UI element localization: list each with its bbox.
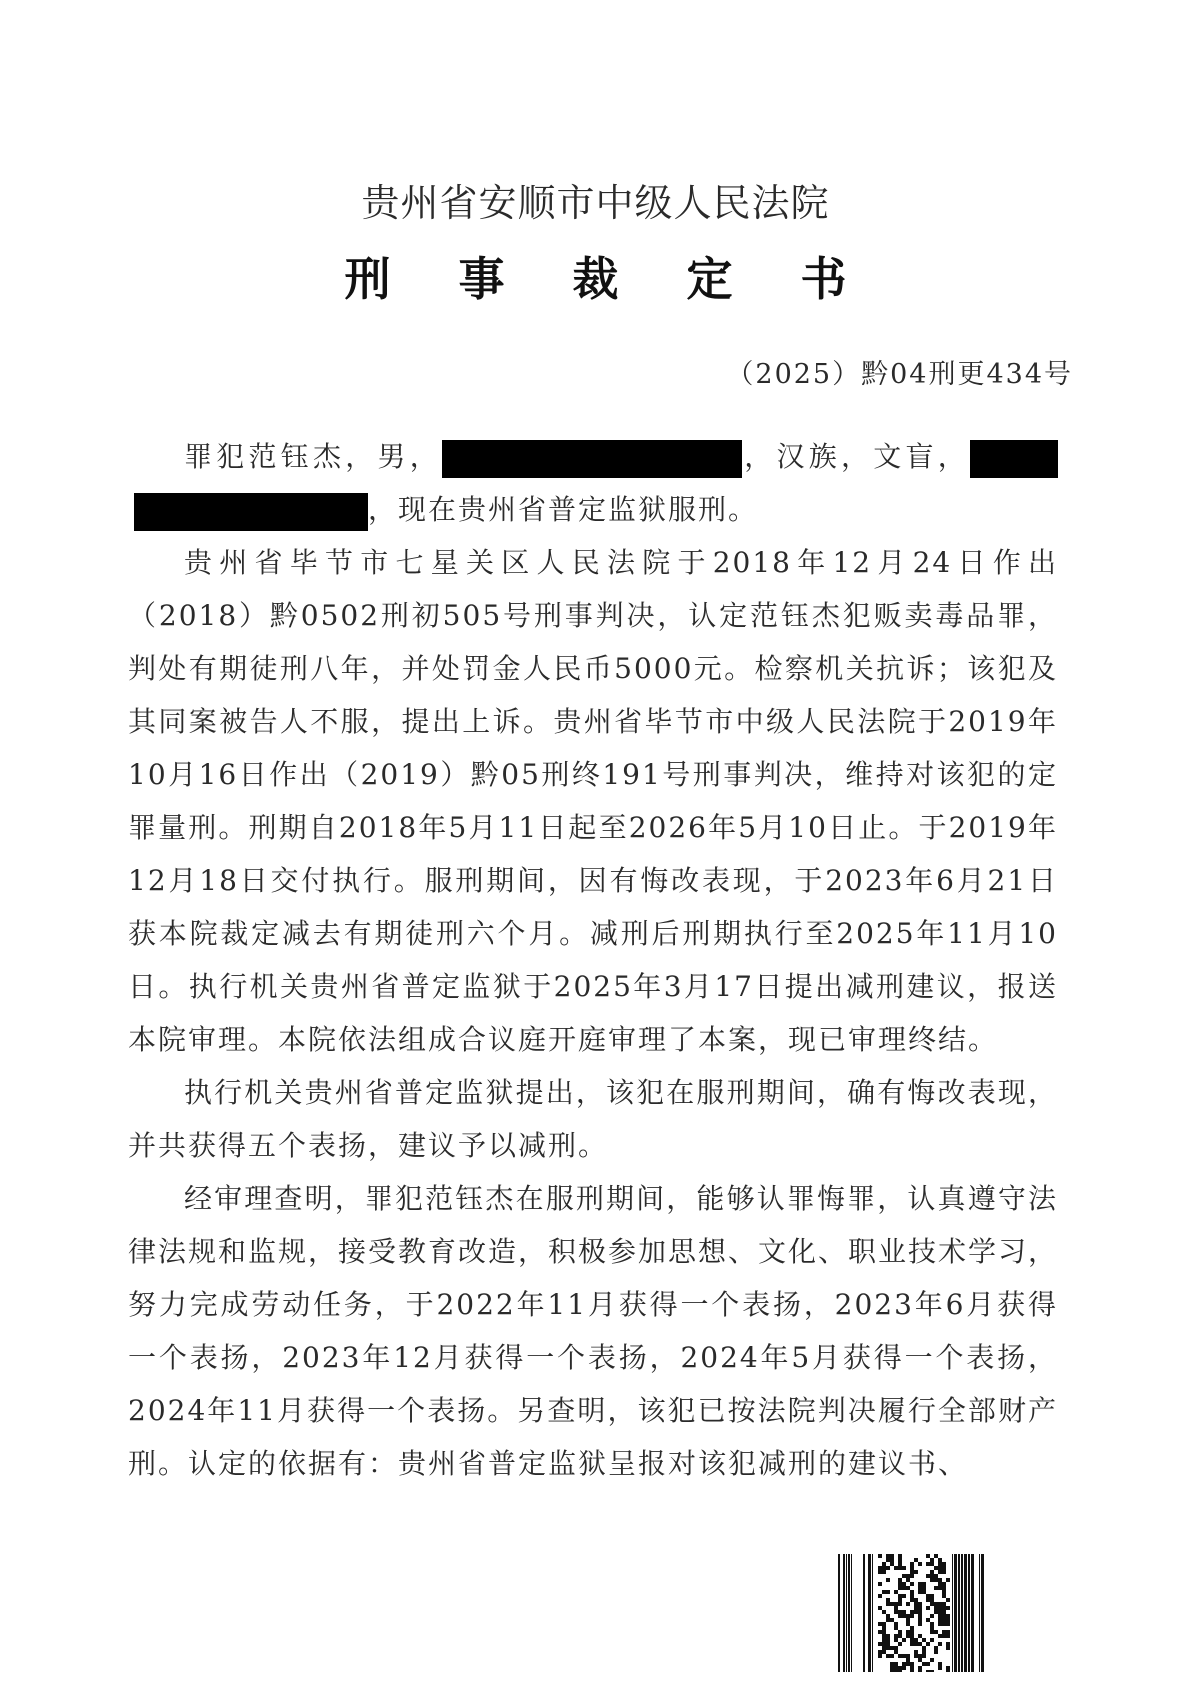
document-title: 刑事裁定书: [344, 252, 915, 306]
court-name: 贵州省安顺市中级人民法院: [361, 181, 830, 225]
paragraph-prison-proposal: 执行机关贵州省普定监狱提出，该犯在服刑期间，确有悔改表现，并共获得五个表扬，建议予以减刑。: [128, 1076, 1058, 1162]
redaction-block: [970, 440, 1058, 478]
defendant-info-start: 罪犯范钰杰，男，: [184, 440, 442, 473]
paragraph-defendant-info: [128, 430, 1058, 536]
paragraph-case-history: 贵州省毕节市七星关区人民法院于2018年12月24日作出（2018）黔0502刑初505号刑事判决，认定范钰杰犯贩卖毒品罪，判处有期徒刑八年，并处罚金人民币5000元。检察机关抗诉；该犯及其同案被告人不服，提出上诉。贵州省毕节市中级人民法院于2019年10月16日作出（2019）黔05刑终191号刑事判决，维持对该犯的定罪量刑。刑期自2018年5月11日起至2026年5月10日止。于2019年12月18日交付执行。服刑期间，因有悔改表现，于2023年6月21日获本院裁定减去有期徒刑六个月。减刑后刑期执行至2025年11月10日。执行机关贵州省普定监狱于2025年3月17日提出减刑建议，报送本院审理。本院依法组成合议庭开庭审理了本案，现已审理终结。: [128, 546, 1058, 1056]
defendant-info-middle: ，汉族，文盲，: [742, 440, 970, 473]
barcode-qr-code: [838, 1554, 986, 1672]
document-body: [128, 430, 1058, 1490]
redaction-block: [442, 440, 742, 478]
case-number: （2025）黔04刑更434号: [726, 359, 1073, 390]
paragraph-findings: 经审理查明，罪犯范钰杰在服刑期间，能够认罪悔罪，认真遵守法律法规和监规，接受教育改造，积极参加思想、文化、职业技术学习，努力完成劳动任务，于2022年11月获得一个表扬，2023年6月获得一个表扬，2023年12月获得一个表扬，2024年5月获得一个表扬，2024年11月获得一个表扬。另查明，该犯已按法院判决履行全部财产刑。认定的依据有：贵州省普定监狱呈报对该犯减刑的建议书、: [128, 1182, 1059, 1480]
defendant-info-end: ，现在贵州省普定监狱服刑。: [368, 493, 759, 526]
redaction-block: [134, 493, 368, 531]
